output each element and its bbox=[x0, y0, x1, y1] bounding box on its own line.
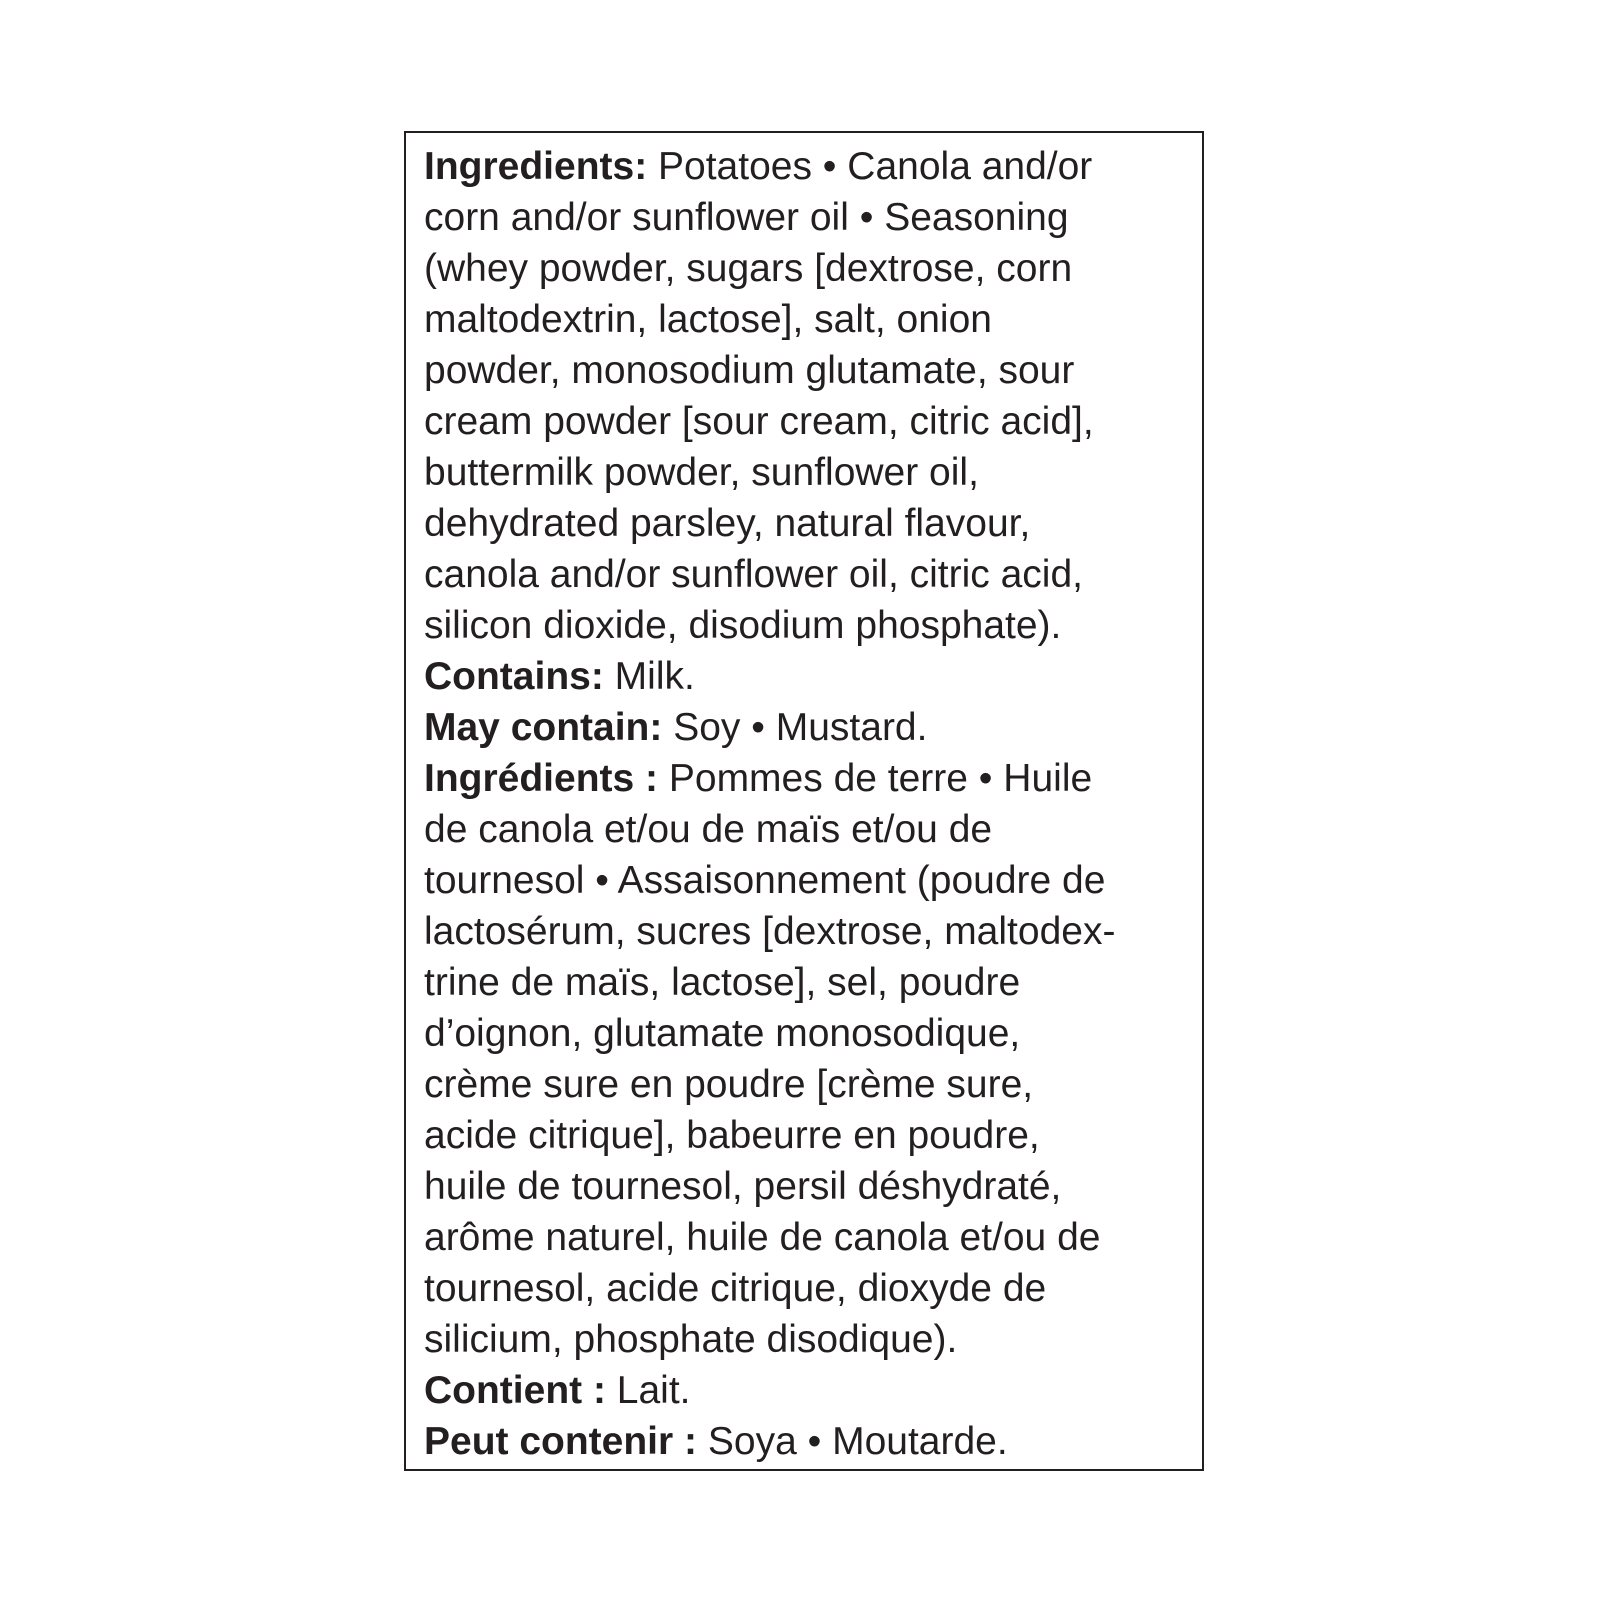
en-ingredients-text: Potatoes • Canola and/or bbox=[647, 145, 1093, 188]
en-may-contain-heading: May contain: bbox=[424, 706, 663, 749]
en-ingredients-line: powder, monosodium glutamate, sour bbox=[424, 349, 1075, 392]
fr-ingredients-line: acide citrique], babeurre en poudre, bbox=[424, 1114, 1040, 1157]
en-ingredients-line-1 bbox=[424, 141, 1204, 192]
fr-ingredients-line: tournesol • Assaisonnement (poudre de bbox=[424, 859, 1106, 902]
fr-ingredients-line: arôme naturel, huile de canola et/ou de bbox=[424, 1216, 1101, 1259]
fr-ingredients-text: Pommes de terre • Huile bbox=[658, 757, 1093, 800]
fr-ingredients-line: silicium, phosphate disodique). bbox=[424, 1318, 958, 1361]
en-contains-line bbox=[424, 651, 1204, 702]
en-ingredients-heading: Ingredients: bbox=[424, 145, 648, 188]
fr-ingredients-line: tournesol, acide citrique, dioxyde de bbox=[424, 1267, 1047, 1310]
en-ingredients-line: maltodextrin, lactose], salt, onion bbox=[424, 298, 992, 341]
en-contains-heading: Contains: bbox=[424, 655, 604, 698]
fr-ingredients-line: d’oignon, glutamate monosodique, bbox=[424, 1012, 1021, 1055]
fr-ingredients-line: de canola et/ou de maïs et/ou de bbox=[424, 808, 993, 851]
en-ingredients-line: cream powder [sour cream, citric acid], bbox=[424, 400, 1094, 443]
en-ingredients-line: corn and/or sunflower oil • Seasoning bbox=[424, 196, 1069, 239]
fr-ingredients-line: crème sure en poudre [crème sure, bbox=[424, 1063, 1034, 1106]
fr-may-contain-line bbox=[424, 1416, 1204, 1467]
fr-ingredients-heading: Ingrédients : bbox=[424, 757, 659, 800]
en-ingredients-line: buttermilk powder, sunflower oil, bbox=[424, 451, 979, 494]
fr-contains-line bbox=[424, 1365, 1204, 1416]
fr-ingredients-line: huile de tournesol, persil déshydraté, bbox=[424, 1165, 1062, 1208]
en-ingredients-line: dehydrated parsley, natural flavour, bbox=[424, 502, 1031, 545]
fr-contains-heading: Contient : bbox=[424, 1369, 606, 1412]
fr-may-contain-value: Soya • Moutarde. bbox=[697, 1420, 1008, 1463]
en-contains-value: Milk. bbox=[603, 655, 695, 698]
fr-ingredients-line-1 bbox=[424, 753, 1204, 804]
fr-contains-value: Lait. bbox=[605, 1369, 691, 1412]
ingredients-label-box bbox=[404, 131, 1204, 1471]
en-ingredients-line: silicon dioxide, disodium phosphate). bbox=[424, 604, 1062, 647]
en-may-contain-line bbox=[424, 702, 1204, 753]
en-may-contain-value: Soy • Mustard. bbox=[662, 706, 928, 749]
fr-ingredients-line: lactosérum, sucres [dextrose, maltodex- bbox=[424, 910, 1116, 953]
fr-ingredients-line: trine de maïs, lactose], sel, poudre bbox=[424, 961, 1021, 1004]
ingredients-text bbox=[424, 141, 1204, 1467]
en-ingredients-line: (whey powder, sugars [dextrose, corn bbox=[424, 247, 1073, 290]
en-ingredients-line: canola and/or sunflower oil, citric acid, bbox=[424, 553, 1083, 596]
fr-may-contain-heading: Peut contenir : bbox=[424, 1420, 698, 1463]
